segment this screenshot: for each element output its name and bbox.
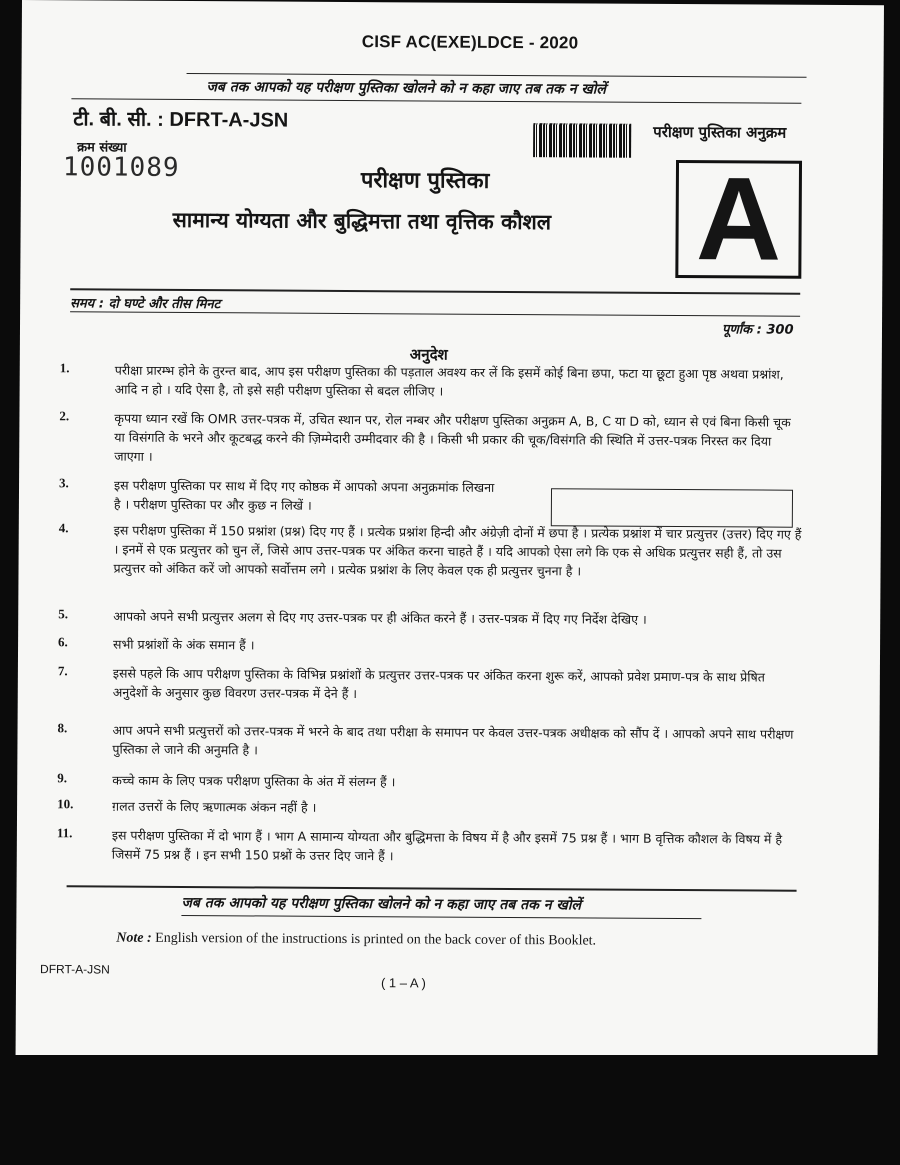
serial-label: क्रम संख्या bbox=[77, 140, 127, 156]
subject-title: सामान्य योग्यता और बुद्धिमत्ता तथा वृत्तिक कौशल bbox=[172, 207, 552, 235]
instruction-text: परीक्षा प्रारम्भ होने के तुरन्त बाद, आप इस परीक्षण पुस्तिका की पड़ताल अवश्य कर लें कि इसमें कोई बिना छपा, फटा या छूटा हुआ पृष्ठ अथवा प्रश्नांश, आदि न हो । यदि ऐसा है, तो इसे सही परीक्षण पुस्तिका से बदल लीजिए । bbox=[114, 362, 784, 399]
instruction-number: 2. bbox=[59, 408, 70, 424]
warning-top: जब तक आपको यह परीक्षण पुस्तिका खोलने को न कहा जाए तब तक न खोलें bbox=[206, 79, 607, 98]
instruction-item bbox=[57, 796, 802, 823]
note-label: Note : bbox=[116, 930, 152, 946]
instruction-number: 7. bbox=[57, 663, 68, 679]
time-allowed: समय : दो घण्टे और तीस मिनट bbox=[70, 296, 221, 313]
instruction-item bbox=[58, 634, 803, 661]
series-box bbox=[675, 153, 802, 286]
instruction-number: 9. bbox=[57, 770, 68, 786]
instruction-item bbox=[57, 770, 802, 797]
instruction-text: इससे पहले कि आप परीक्षण पुस्तिका के विभिन्न प्रश्नांशों के प्रत्युत्तर उत्तर-पत्रक पर अंकित करना शुरू करें, आपको प्रवेश प्रमाण-पत्र के साथ प्रेषित अनुदेशों के अनुसार कुछ विवरण उत्तर-पत्रक में देने हैं । bbox=[112, 665, 765, 702]
instruction-text: आपको अपने सभी प्रत्युत्तर अलग से दिए गए उत्तर-पत्रक पर ही अंकित करने हैं । उत्तर-पत्रक में दिए गए निर्देश देखिए । bbox=[113, 608, 647, 627]
divider-marks bbox=[70, 311, 800, 316]
booklet-title: परीक्षण पुस्तिका bbox=[360, 168, 490, 194]
roll-number-box[interactable] bbox=[551, 488, 793, 527]
exam-booklet-page bbox=[16, 0, 884, 1060]
instruction-text: इस परीक्षण पुस्तिका में दो भाग हैं । भाग A सामान्य योग्यता और बुद्धिमत्ता के विषय में है और इसमें 75 प्रश्न हैं । भाग B वृत्तिक कौशल के विषय में है जिसमें 75 प्रश्न हैं । इन सभी 150 प्रश्नों के उत्तर दिए जाने हैं । bbox=[111, 827, 783, 864]
instruction-number: 6. bbox=[58, 634, 68, 650]
exam-code: CISF AC(EXE)LDCE - 2020 bbox=[361, 32, 579, 53]
instruction-number: 11. bbox=[56, 825, 73, 841]
scan-border bbox=[0, 1055, 900, 1165]
note-text: English version of the instructions is printed on the back cover of this Booklet. bbox=[155, 930, 597, 949]
instruction-item bbox=[58, 663, 803, 708]
instruction-number: 8. bbox=[57, 720, 68, 736]
tbc-code: टी. बी. सी. : DFRT-A-JSN bbox=[73, 108, 289, 132]
maximum-marks: पूर्णांक : 300 bbox=[721, 322, 794, 338]
series-letter: A bbox=[695, 153, 782, 286]
english-version-note bbox=[116, 931, 596, 950]
instruction-text: ग़लत उत्तरों के लिए ऋणात्मक अंकन नहीं है । bbox=[112, 798, 317, 815]
instruction-number: 3. bbox=[59, 475, 69, 491]
instruction-number: 10. bbox=[57, 796, 74, 812]
instruction-item bbox=[57, 825, 802, 870]
instruction-number: 1. bbox=[59, 360, 70, 376]
instruction-text: इस परीक्षण पुस्तिका में 150 प्रश्नांश (प्रश्न) दिए गए हैं । प्रत्येक प्रश्नांश हिन्दी और अंग्रेज़ी दोनों में छपा है । प्रत्येक प्रश्नांश में चार प्रत्युत्तर (उत्तर) दिए गए हैं । इनमें से एक प्रत्युत्तर को चुन लें, जिसे आप उत्तर-पत्रक पर अंकित करना चाहते हैं । यदि आपको ऐसा लगे कि एक से अधिक प्रत्युत्तर सही हैं, तो उस प्रत्युत्तर को अंकित करें जो आपको सर्वोत्तम लगे । प्रत्येक प्रश्नांश के लिए केवल एक ही प्रत्युत्तर चुनना है । bbox=[113, 522, 802, 579]
instruction-item bbox=[59, 475, 499, 518]
instruction-number: 5. bbox=[58, 606, 69, 622]
barcode bbox=[533, 123, 631, 158]
instruction-text: इस परीक्षण पुस्तिका पर साथ में दिए गए कोष्ठक में आपको अपना अनुक्रमांक लिखना है । परीक्षण पुस्तिका पर और कुछ न लिखें । bbox=[113, 477, 495, 513]
divider-warning bbox=[71, 98, 801, 103]
instruction-text: कच्चे काम के लिए पत्रक परीक्षण पुस्तिका के अंत में संलग्न हैं । bbox=[112, 772, 396, 790]
booklet-sequence-label: परीक्षण पुस्तिका अनुक्रम bbox=[653, 122, 787, 142]
warning-bottom: जब तक आपको यह परीक्षण पुस्तिका खोलने को न कहा जाए तब तक न खोलें bbox=[181, 894, 582, 914]
instruction-item bbox=[58, 606, 803, 633]
instruction-item bbox=[58, 520, 803, 605]
instruction-item bbox=[59, 408, 804, 475]
instruction-item bbox=[60, 360, 805, 405]
instructions-title: अनुदेश bbox=[409, 345, 448, 364]
instruction-text: आप अपने सभी प्रत्युत्तरों को उत्तर-पत्रक में भरने के बाद तथा परीक्षा के समापन पर केवल उत्तर-पत्रक अधीक्षक को सौंप दें । आपको अपने साथ परीक्षण पुस्तिका ले जाने की अनुमति है । bbox=[112, 722, 794, 758]
instruction-text: कृपया ध्यान रखें कि OMR उत्तर-पत्रक में, उचित स्थान पर, रोल नम्बर और परीक्षण पुस्तिका अनुक्रम A, B, C या D को, ध्यान से एवं बिना किसी चूक या विसंगति के भरने और कूटबद्ध करने की ज़िम्मेदारी उम्मीदवार की है । किसी भी प्रकार की चूक/विसंगति की स्थिति में उत्तर-पत्रक निरस्त कर दिया जाएगा । bbox=[114, 410, 791, 464]
instruction-text: सभी प्रश्नांशों के अंक समान हैं । bbox=[113, 636, 255, 653]
page-number: ( 1 – A ) bbox=[380, 975, 426, 991]
instruction-item bbox=[57, 720, 802, 765]
divider-footer bbox=[181, 915, 701, 919]
serial-number: 1001089 bbox=[62, 152, 180, 183]
footer-code: DFRT-A-JSN bbox=[40, 962, 110, 977]
instruction-number: 4. bbox=[58, 520, 69, 536]
divider-bottom bbox=[67, 885, 797, 891]
